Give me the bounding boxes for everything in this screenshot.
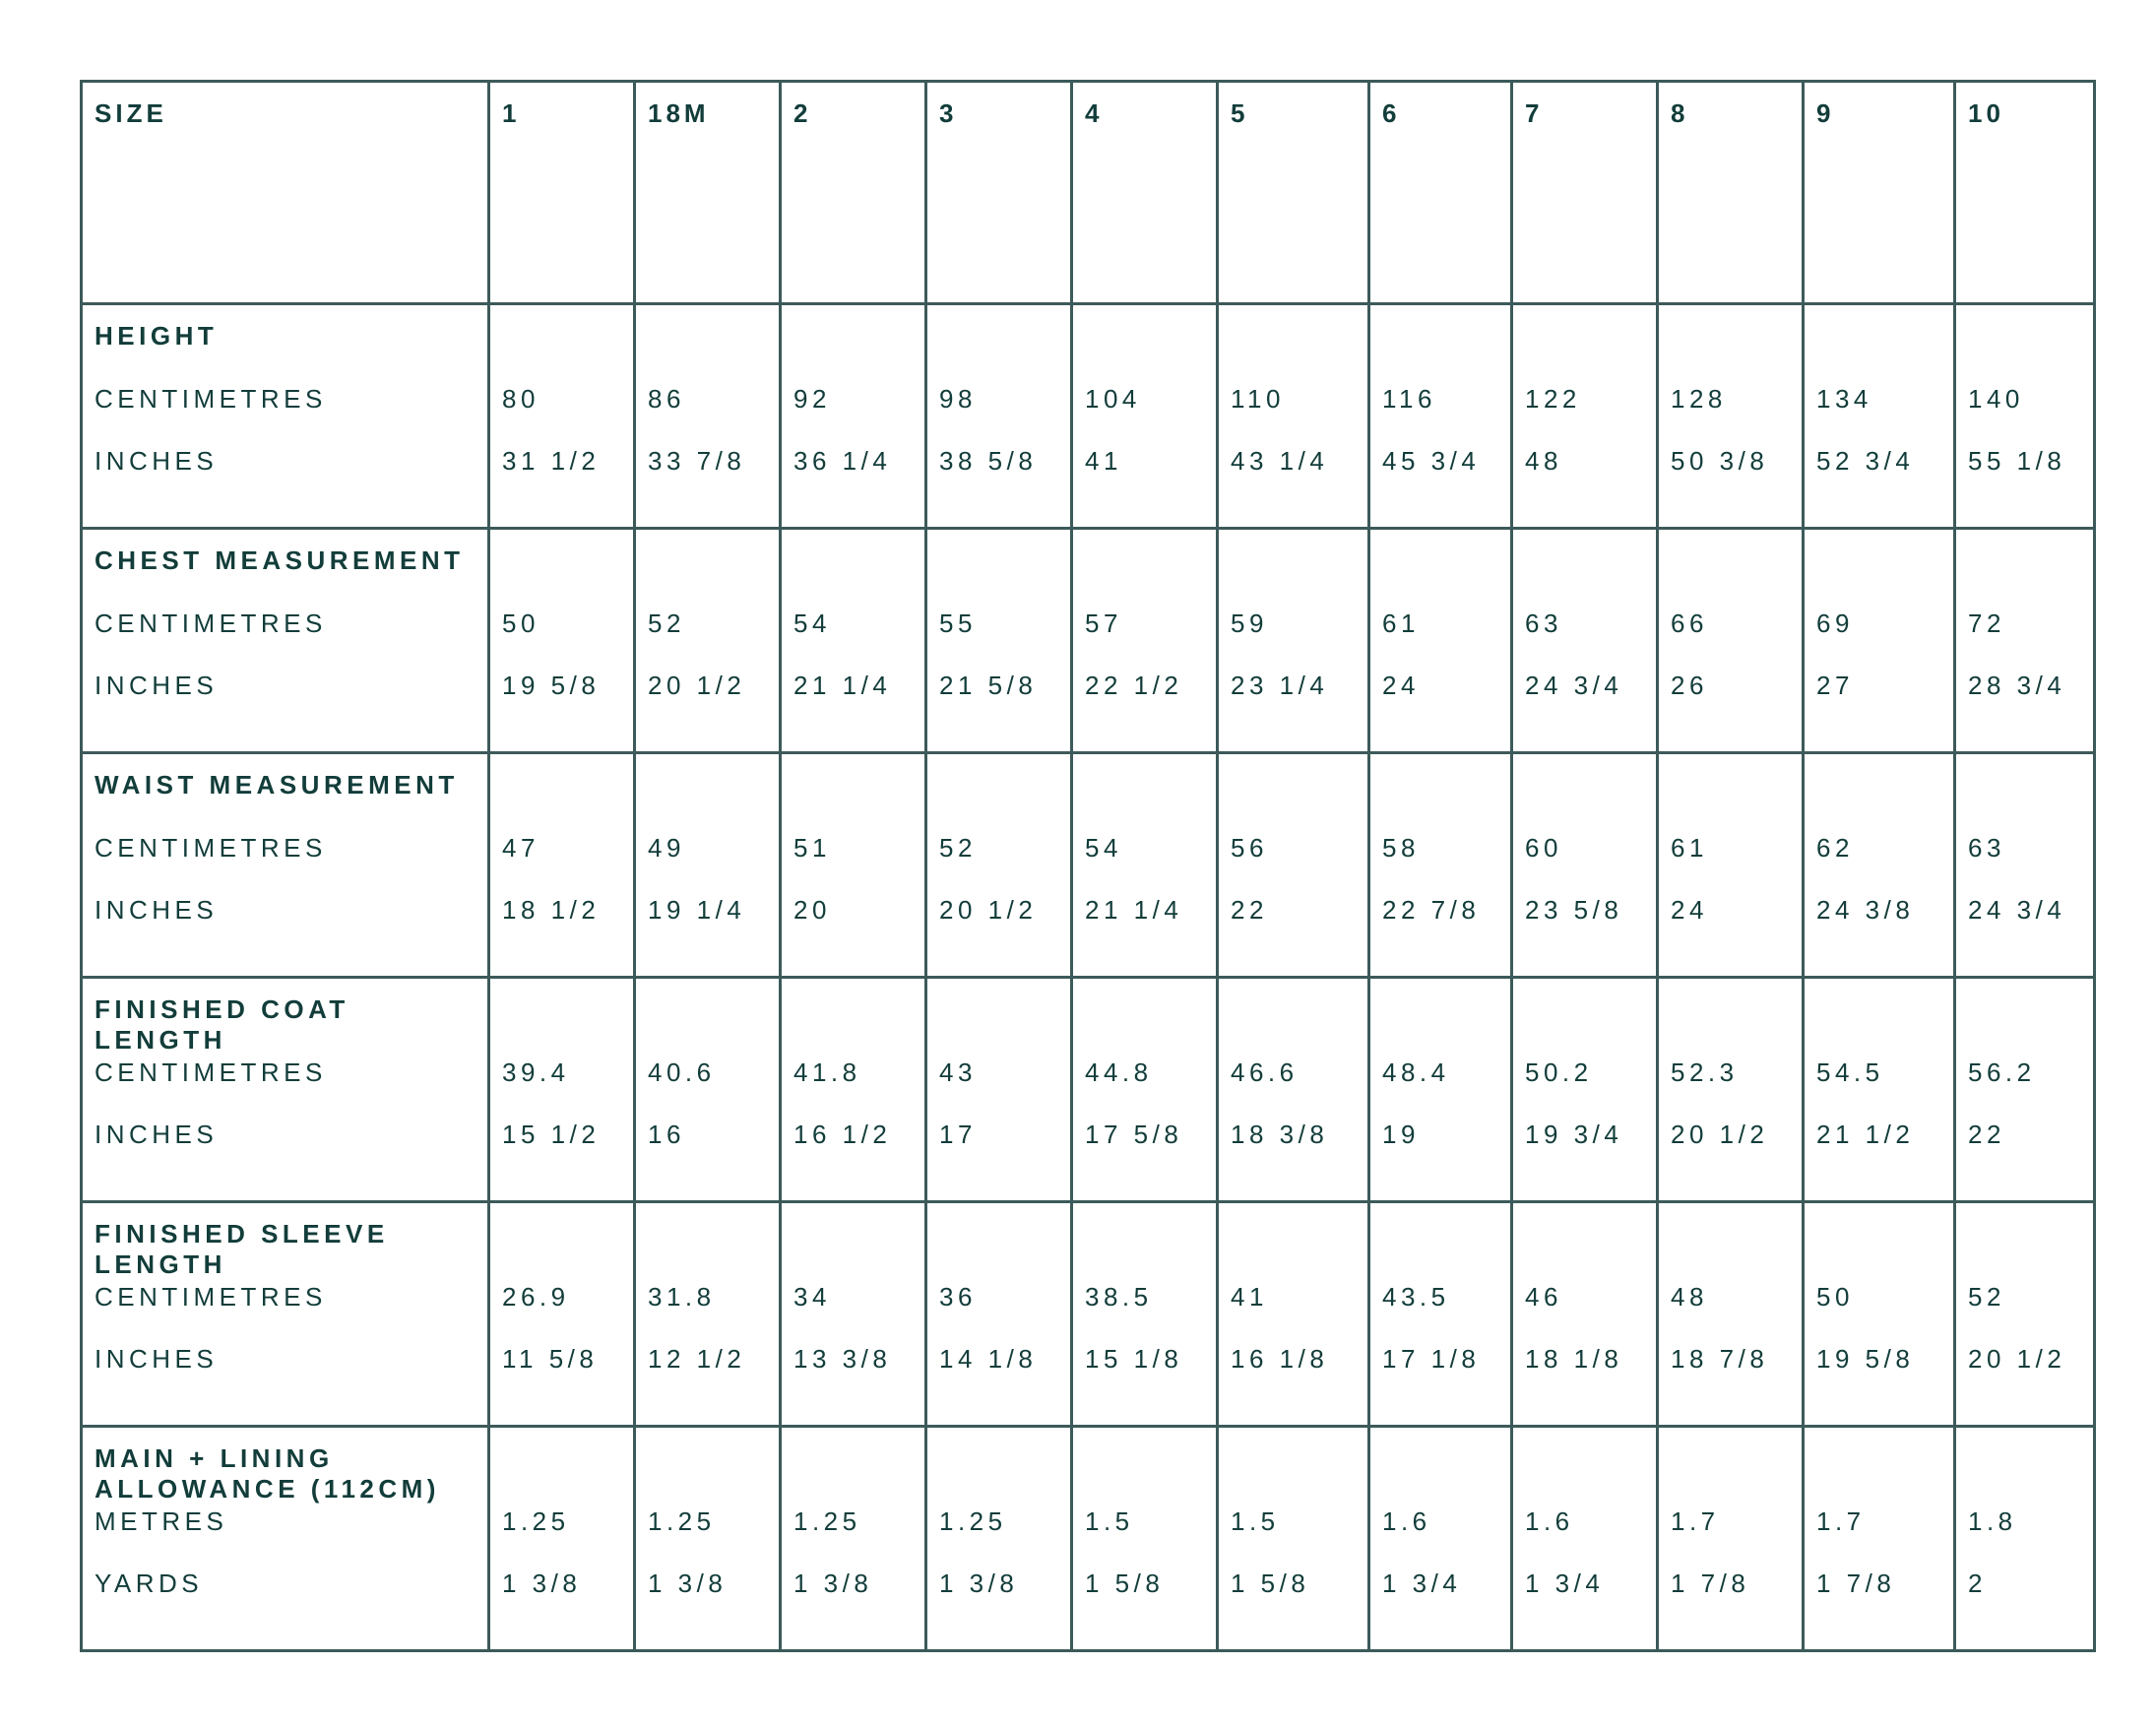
measurement-value-primary: 48 — [1671, 1282, 1708, 1312]
measurement-value-primary: 54 — [1085, 833, 1122, 863]
measurement-value-cell — [1072, 753, 1218, 978]
measurement-value-primary: 128 — [1671, 384, 1727, 414]
measurement-value-secondary: 19 5/8 — [502, 671, 601, 700]
measurement-value-cell — [1218, 529, 1369, 753]
measurement-value-primary: 66 — [1671, 608, 1708, 638]
measurement-value-primary: 38.5 — [1085, 1282, 1153, 1312]
measurement-value-cell — [635, 753, 781, 978]
size-header-label: SIZE — [95, 98, 167, 128]
measurement-value-cell — [1955, 529, 2095, 753]
size-value: 5 — [1231, 98, 1249, 128]
measurement-value-primary: 26.9 — [502, 1282, 570, 1312]
measurement-value-primary: 1.25 — [648, 1506, 716, 1536]
measurement-value-secondary: 1 3/4 — [1382, 1569, 1462, 1598]
measurement-value-cell — [926, 753, 1072, 978]
unit-label-primary: CENTIMETRES — [95, 1057, 327, 1087]
measurement-value-secondary: 14 1/8 — [939, 1344, 1038, 1374]
measurement-value-primary: 54 — [793, 608, 831, 638]
measurement-value-secondary: 19 3/4 — [1525, 1120, 1623, 1149]
size-value: 1 — [502, 98, 521, 128]
measurement-group-label: FINISHED SLEEVE LENGTH — [95, 1219, 389, 1279]
measurement-value-secondary: 1 5/8 — [1085, 1569, 1165, 1598]
measurement-value-cell — [1658, 1427, 1804, 1651]
measurement-value-secondary: 33 7/8 — [648, 446, 746, 476]
measurement-value-secondary: 18 7/8 — [1671, 1344, 1769, 1374]
measurement-value-cell — [635, 529, 781, 753]
measurement-value-primary: 44.8 — [1085, 1057, 1153, 1087]
size-value: 6 — [1382, 98, 1401, 128]
unit-label-secondary: INCHES — [95, 895, 219, 925]
measurement-value-cell — [1218, 1202, 1369, 1427]
measurement-value-secondary: 19 — [1382, 1120, 1420, 1149]
size-cell — [489, 82, 635, 304]
measurement-value-primary: 50 — [502, 608, 539, 638]
size-chart-body — [82, 82, 2095, 1651]
size-value: 3 — [939, 98, 958, 128]
measurement-value-primary: 41 — [1231, 1282, 1268, 1312]
measurement-value-secondary: 11 5/8 — [502, 1344, 599, 1374]
measurement-value-primary: 56.2 — [1968, 1057, 2036, 1087]
unit-label-secondary: INCHES — [95, 446, 219, 476]
measurement-value-cell — [1804, 1427, 1955, 1651]
measurement-value-primary: 52 — [1968, 1282, 2005, 1312]
measurement-value-primary: 47 — [502, 833, 539, 863]
measurement-value-cell — [635, 978, 781, 1202]
measurement-value-secondary: 52 3/4 — [1816, 446, 1915, 476]
measurement-value-primary: 1.5 — [1085, 1506, 1134, 1536]
measurement-label-cell — [82, 304, 489, 529]
measurement-value-secondary: 45 3/4 — [1382, 446, 1481, 476]
measurement-value-secondary: 1 5/8 — [1231, 1569, 1310, 1598]
measurement-value-secondary: 21 1/4 — [793, 671, 892, 700]
measurement-value-cell — [1512, 529, 1658, 753]
measurement-row — [82, 753, 2095, 978]
measurement-value-cell — [1072, 529, 1218, 753]
measurement-value-secondary: 1 7/8 — [1816, 1569, 1896, 1598]
measurement-value-primary: 60 — [1525, 833, 1562, 863]
size-value: 2 — [793, 98, 812, 128]
measurement-group-label: FINISHED COAT LENGTH — [95, 994, 349, 1055]
unit-label-primary: CENTIMETRES — [95, 833, 327, 863]
measurement-row — [82, 978, 2095, 1202]
measurement-value-cell — [489, 1427, 635, 1651]
measurement-label-cell — [82, 529, 489, 753]
size-value: 8 — [1671, 98, 1689, 128]
measurement-value-cell — [1804, 753, 1955, 978]
measurement-value-cell — [489, 1202, 635, 1427]
measurement-value-cell — [926, 1427, 1072, 1651]
measurement-row — [82, 304, 2095, 529]
measurement-value-primary: 49 — [648, 833, 685, 863]
measurement-value-secondary: 1 3/8 — [648, 1569, 728, 1598]
measurement-value-cell — [1218, 304, 1369, 529]
measurement-value-primary: 110 — [1231, 384, 1285, 414]
measurement-group-label: HEIGHT — [95, 321, 219, 351]
measurement-value-cell — [781, 1427, 926, 1651]
measurement-value-cell — [1369, 753, 1512, 978]
measurement-value-secondary: 36 1/4 — [793, 446, 892, 476]
measurement-value-primary: 63 — [1525, 608, 1562, 638]
size-cell — [1804, 82, 1955, 304]
measurement-value-secondary: 18 1/8 — [1525, 1344, 1623, 1374]
size-value: 18M — [648, 98, 710, 128]
size-cell — [926, 82, 1072, 304]
measurement-value-secondary: 17 1/8 — [1382, 1344, 1481, 1374]
measurement-value-primary: 69 — [1816, 608, 1854, 638]
measurement-value-secondary: 16 1/8 — [1231, 1344, 1329, 1374]
measurement-value-secondary: 16 1/2 — [793, 1120, 892, 1149]
size-value: 4 — [1085, 98, 1104, 128]
size-header-row — [82, 82, 2095, 304]
measurement-value-cell — [1955, 1202, 2095, 1427]
measurement-value-primary: 1.25 — [793, 1506, 861, 1536]
measurement-value-cell — [781, 978, 926, 1202]
measurement-value-secondary: 22 — [1231, 895, 1268, 925]
measurement-value-secondary: 28 3/4 — [1968, 671, 2066, 700]
measurement-value-cell — [781, 753, 926, 978]
measurement-value-cell — [1658, 753, 1804, 978]
measurement-value-secondary: 24 3/8 — [1816, 895, 1915, 925]
measurement-value-cell — [1369, 1202, 1512, 1427]
measurement-value-secondary: 13 3/8 — [793, 1344, 892, 1374]
measurement-value-primary: 140 — [1968, 384, 2024, 414]
measurement-row — [82, 1202, 2095, 1427]
measurement-value-secondary: 16 — [648, 1120, 685, 1149]
measurement-value-primary: 36 — [939, 1282, 977, 1312]
measurement-value-primary: 34 — [793, 1282, 831, 1312]
measurement-value-primary: 43 — [939, 1057, 977, 1087]
measurement-value-primary: 1.7 — [1671, 1506, 1720, 1536]
measurement-value-secondary: 22 — [1968, 1120, 2005, 1149]
measurement-value-cell — [781, 529, 926, 753]
measurement-value-secondary: 38 5/8 — [939, 446, 1038, 476]
measurement-value-primary: 122 — [1525, 384, 1581, 414]
measurement-value-cell — [635, 1427, 781, 1651]
measurement-value-cell — [489, 529, 635, 753]
measurement-value-secondary: 24 3/4 — [1525, 671, 1623, 700]
measurement-value-cell — [1369, 978, 1512, 1202]
size-value: 10 — [1968, 98, 2004, 128]
measurement-value-cell — [1512, 1427, 1658, 1651]
measurement-value-secondary: 19 5/8 — [1816, 1344, 1915, 1374]
measurement-value-cell — [489, 978, 635, 1202]
measurement-value-cell — [489, 753, 635, 978]
measurement-value-primary: 1.25 — [502, 1506, 570, 1536]
measurement-group-label: MAIN + LINING ALLOWANCE (112CM) — [95, 1443, 440, 1504]
measurement-value-primary: 86 — [648, 384, 685, 414]
measurement-value-secondary: 21 1/4 — [1085, 895, 1183, 925]
measurement-label-cell — [82, 753, 489, 978]
size-cell — [1072, 82, 1218, 304]
measurement-value-primary: 43.5 — [1382, 1282, 1450, 1312]
size-cell — [1218, 82, 1369, 304]
measurement-value-cell — [1804, 1202, 1955, 1427]
measurement-value-cell — [489, 304, 635, 529]
measurement-value-secondary: 26 — [1671, 671, 1708, 700]
measurement-value-primary: 52 — [648, 608, 685, 638]
measurement-value-secondary: 20 — [793, 895, 831, 925]
measurement-value-cell — [1218, 978, 1369, 1202]
measurement-value-cell — [926, 304, 1072, 529]
unit-label-secondary: YARDS — [95, 1569, 204, 1598]
size-value: 7 — [1525, 98, 1544, 128]
measurement-value-cell — [1512, 304, 1658, 529]
measurement-value-secondary: 2 — [1968, 1569, 1987, 1598]
size-cell — [635, 82, 781, 304]
size-header-cell — [82, 82, 489, 304]
measurement-value-cell — [926, 529, 1072, 753]
measurement-value-secondary: 20 1/2 — [648, 671, 746, 700]
measurement-value-secondary: 41 — [1085, 446, 1122, 476]
measurement-value-secondary: 1 3/4 — [1525, 1569, 1605, 1598]
unit-label-primary: CENTIMETRES — [95, 608, 327, 638]
measurement-value-primary: 50.2 — [1525, 1057, 1593, 1087]
measurement-value-primary: 52.3 — [1671, 1057, 1739, 1087]
measurement-value-secondary: 17 5/8 — [1085, 1120, 1183, 1149]
measurement-value-cell — [1804, 304, 1955, 529]
unit-label-secondary: INCHES — [95, 1344, 219, 1374]
measurement-value-primary: 46.6 — [1231, 1057, 1299, 1087]
unit-label-primary: METRES — [95, 1506, 228, 1536]
measurement-value-secondary: 18 3/8 — [1231, 1120, 1329, 1149]
measurement-label-cell — [82, 1202, 489, 1427]
measurement-value-primary: 56 — [1231, 833, 1268, 863]
measurement-value-primary: 62 — [1816, 833, 1854, 863]
measurement-value-secondary: 17 — [939, 1120, 977, 1149]
size-cell — [1658, 82, 1804, 304]
measurement-value-primary: 72 — [1968, 608, 2005, 638]
measurement-value-cell — [1369, 529, 1512, 753]
measurement-value-secondary: 20 1/2 — [1671, 1120, 1769, 1149]
measurement-value-primary: 57 — [1085, 608, 1122, 638]
measurement-value-secondary: 24 — [1671, 895, 1708, 925]
measurement-value-cell — [1218, 753, 1369, 978]
measurement-value-cell — [1369, 304, 1512, 529]
measurement-row — [82, 1427, 2095, 1651]
measurement-value-cell — [1804, 978, 1955, 1202]
measurement-value-secondary: 55 1/8 — [1968, 446, 2066, 476]
measurement-value-primary: 1.6 — [1525, 1506, 1574, 1536]
measurement-value-cell — [1955, 304, 2095, 529]
measurement-value-primary: 41.8 — [793, 1057, 861, 1087]
measurement-value-primary: 92 — [793, 384, 831, 414]
measurement-group-label: WAIST MEASUREMENT — [95, 770, 459, 800]
measurement-value-secondary: 21 5/8 — [939, 671, 1038, 700]
measurement-value-secondary: 19 1/4 — [648, 895, 746, 925]
measurement-value-secondary: 23 5/8 — [1525, 895, 1623, 925]
measurement-value-secondary: 18 1/2 — [502, 895, 601, 925]
measurement-value-cell — [926, 978, 1072, 1202]
measurement-value-secondary: 1 7/8 — [1671, 1569, 1750, 1598]
measurement-value-secondary: 22 7/8 — [1382, 895, 1481, 925]
measurement-value-primary: 1.25 — [939, 1506, 1007, 1536]
size-cell — [1512, 82, 1658, 304]
measurement-value-cell — [1658, 978, 1804, 1202]
measurement-value-secondary: 27 — [1816, 671, 1854, 700]
measurement-value-secondary: 24 — [1382, 671, 1420, 700]
measurement-value-cell — [781, 1202, 926, 1427]
measurement-value-secondary: 50 3/8 — [1671, 446, 1769, 476]
measurement-value-cell — [1218, 1427, 1369, 1651]
measurement-value-secondary: 12 1/2 — [648, 1344, 746, 1374]
measurement-value-secondary: 20 1/2 — [939, 895, 1038, 925]
size-chart-table — [80, 80, 2096, 1652]
measurement-value-secondary: 1 3/8 — [939, 1569, 1019, 1598]
measurement-value-primary: 58 — [1382, 833, 1420, 863]
size-cell — [781, 82, 926, 304]
measurement-value-primary: 31.8 — [648, 1282, 716, 1312]
measurement-value-primary: 61 — [1671, 833, 1708, 863]
measurement-label-cell — [82, 1427, 489, 1651]
measurement-value-primary: 40.6 — [648, 1057, 716, 1087]
measurement-value-cell — [926, 1202, 1072, 1427]
measurement-value-cell — [1658, 1202, 1804, 1427]
measurement-value-cell — [1804, 529, 1955, 753]
measurement-label-cell — [82, 978, 489, 1202]
measurement-value-secondary: 22 1/2 — [1085, 671, 1183, 700]
measurement-value-primary: 61 — [1382, 608, 1420, 638]
measurement-value-cell — [635, 304, 781, 529]
measurement-value-cell — [1512, 753, 1658, 978]
measurement-value-cell — [781, 304, 926, 529]
measurement-value-primary: 54.5 — [1816, 1057, 1884, 1087]
measurement-value-secondary: 43 1/4 — [1231, 446, 1329, 476]
measurement-value-secondary: 48 — [1525, 446, 1562, 476]
measurement-row — [82, 529, 2095, 753]
unit-label-secondary: INCHES — [95, 671, 219, 700]
measurement-value-cell — [1955, 753, 2095, 978]
measurement-value-secondary: 24 3/4 — [1968, 895, 2066, 925]
measurement-group-label: CHEST MEASUREMENT — [95, 545, 465, 575]
measurement-value-primary: 55 — [939, 608, 977, 638]
size-value: 9 — [1816, 98, 1835, 128]
measurement-value-secondary: 15 1/8 — [1085, 1344, 1183, 1374]
measurement-value-cell — [1369, 1427, 1512, 1651]
measurement-value-primary: 1.6 — [1382, 1506, 1431, 1536]
measurement-value-primary: 1.7 — [1816, 1506, 1866, 1536]
measurement-value-primary: 134 — [1816, 384, 1872, 414]
measurement-value-cell — [1512, 1202, 1658, 1427]
measurement-value-cell — [1512, 978, 1658, 1202]
measurement-value-secondary: 21 1/2 — [1816, 1120, 1915, 1149]
measurement-value-cell — [635, 1202, 781, 1427]
measurement-value-primary: 50 — [1816, 1282, 1854, 1312]
measurement-value-secondary: 1 3/8 — [502, 1569, 582, 1598]
measurement-value-primary: 116 — [1382, 384, 1436, 414]
measurement-value-primary: 63 — [1968, 833, 2005, 863]
unit-label-primary: CENTIMETRES — [95, 384, 327, 414]
measurement-value-cell — [1072, 304, 1218, 529]
measurement-value-primary: 104 — [1085, 384, 1141, 414]
measurement-value-primary: 1.8 — [1968, 1506, 2017, 1536]
measurement-value-secondary: 31 1/2 — [502, 446, 601, 476]
measurement-value-cell — [1658, 529, 1804, 753]
measurement-value-primary: 52 — [939, 833, 977, 863]
measurement-value-cell — [1658, 304, 1804, 529]
measurement-value-secondary: 20 1/2 — [1968, 1344, 2066, 1374]
measurement-value-secondary: 15 1/2 — [502, 1120, 601, 1149]
measurement-value-secondary: 1 3/8 — [793, 1569, 873, 1598]
measurement-value-cell — [1072, 1427, 1218, 1651]
measurement-value-primary: 59 — [1231, 608, 1268, 638]
measurement-value-primary: 48.4 — [1382, 1057, 1450, 1087]
unit-label-primary: CENTIMETRES — [95, 1282, 327, 1312]
measurement-value-primary: 80 — [502, 384, 539, 414]
measurement-value-primary: 1.5 — [1231, 1506, 1280, 1536]
measurement-value-cell — [1955, 978, 2095, 1202]
measurement-value-primary: 51 — [793, 833, 831, 863]
measurement-value-primary: 98 — [939, 384, 977, 414]
measurement-value-cell — [1955, 1427, 2095, 1651]
measurement-value-cell — [1072, 978, 1218, 1202]
measurement-value-primary: 39.4 — [502, 1057, 570, 1087]
size-cell — [1955, 82, 2095, 304]
unit-label-secondary: INCHES — [95, 1120, 219, 1149]
measurement-value-primary: 46 — [1525, 1282, 1562, 1312]
measurement-value-cell — [1072, 1202, 1218, 1427]
size-cell — [1369, 82, 1512, 304]
measurement-value-secondary: 23 1/4 — [1231, 671, 1329, 700]
